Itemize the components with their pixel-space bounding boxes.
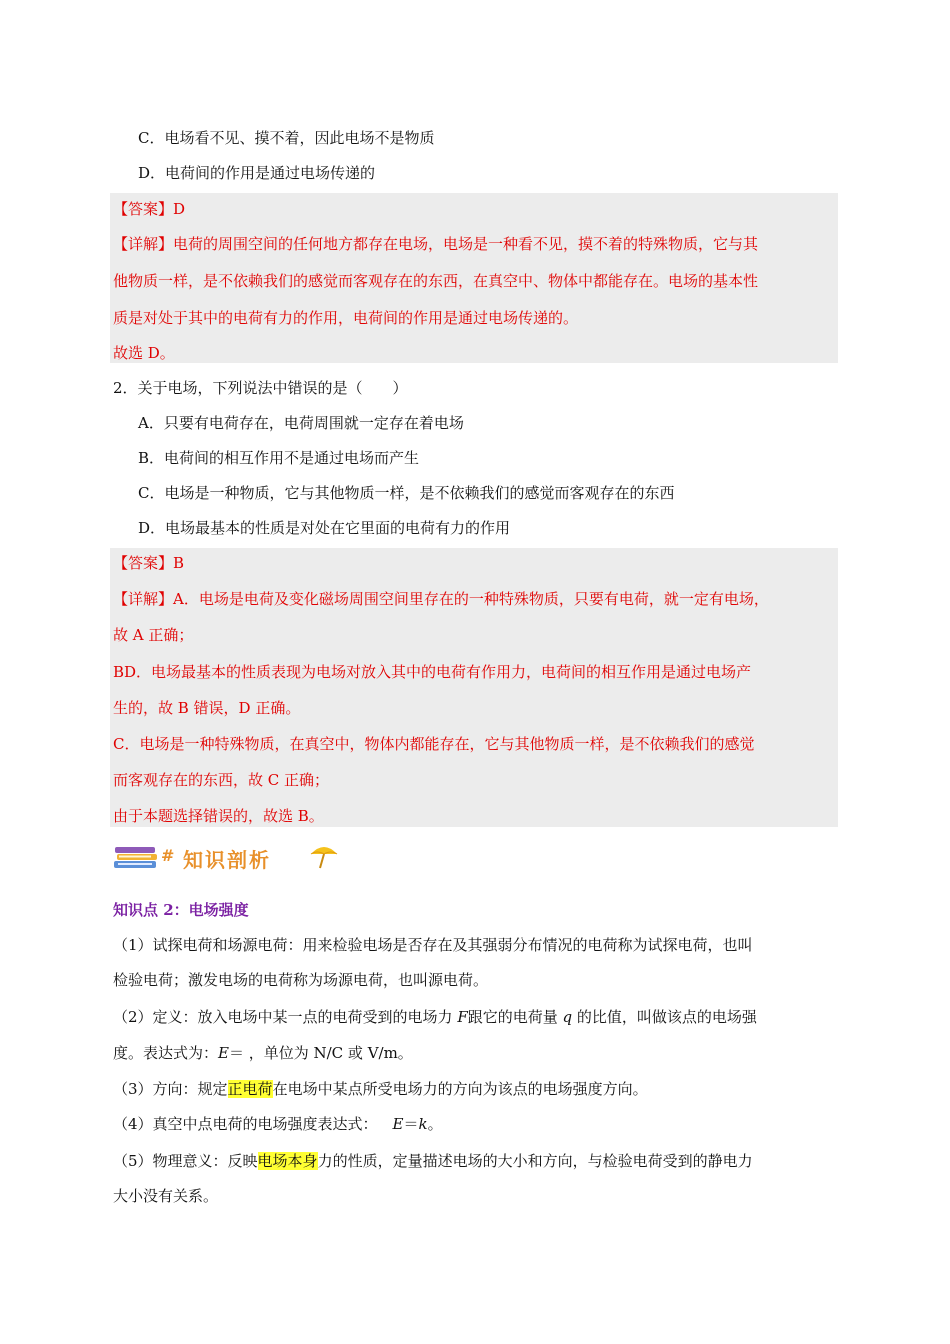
q2-detail-line-5: C．电场是一种特殊物质，在真空中，物体内都能存在，它与其他物质一样，是不依赖我们的感觉: [113, 735, 755, 753]
p3-text-a: （3）方向：规定: [113, 1080, 228, 1098]
p2-symbol-q: q: [562, 1008, 573, 1026]
q1-detail-line-3: 质是对处于其中的电荷有力的作用，电荷间的作用是通过电场传递的。: [113, 309, 579, 327]
knowledge-p5-line2: 大小没有关系。: [113, 1187, 219, 1205]
q2-detail-line-4: 生的，故 B 错误，D 正确。: [113, 699, 301, 717]
q1-detail-line-1: 【详解】电荷的周围空间的任何地方都存在电场，电场是一种看不见，摸不着的特殊物质，它与其: [113, 235, 759, 253]
knowledge-p2-line2: [113, 1043, 413, 1063]
q2-detail-line-3: BD．电场最基本的性质表现为电场对放入其中的电荷有作用力，电荷间的相互作用是通过电场产: [113, 663, 752, 681]
p5-text-a: （5）物理意义：反映: [113, 1152, 258, 1170]
p4-text-a: （4）真空中点电荷的电场强度表达式：: [113, 1115, 378, 1133]
q2-detail-line-6: 而客观存在的东西，故 C 正确；: [113, 771, 330, 789]
q2-option-a: A．只要有电荷存在，电荷周围就一定存在着电场: [138, 414, 464, 432]
p4-symbol-k: k: [418, 1115, 428, 1133]
p5-highlight: 电场本身: [257, 1152, 318, 1170]
p4-symbol-E: E: [392, 1115, 404, 1133]
p2-text-b: 跟它的电荷量: [467, 1008, 563, 1026]
q2-option-b: B．电荷间的相互作用不是通过电场而产生: [138, 449, 420, 467]
section-heading-text: 知识剖析: [183, 848, 271, 872]
q2-answer: 【答案】B: [113, 554, 185, 572]
p2-symbol-F: F: [457, 1008, 468, 1026]
knowledge-p3: [113, 1079, 648, 1099]
q1-detail-line-2: 他物质一样，是不依赖我们的感觉而客观存在的东西，在真空中、物体中都能存在。电场的基本性: [113, 272, 759, 290]
q2-option-d: D．电场最基本的性质是对处在它里面的电荷有力的作用: [138, 519, 511, 537]
q1-detail-line-4: 故选 D。: [113, 344, 175, 362]
q2-stem: 2．关于电场，下列说法中错误的是（ ）: [113, 379, 408, 397]
q1-option-c: C．电场看不见、摸不着，因此电场不是物质: [138, 129, 435, 147]
p3-highlight: 正电荷: [227, 1080, 273, 1098]
knowledge-p5-line1: [113, 1151, 753, 1171]
p5-text-b: 力的性质，定量描述电场的大小和方向，与检验电荷受到的静电力: [317, 1152, 753, 1170]
p2-symbol-E: E: [218, 1044, 229, 1062]
p4-eq: ＝: [403, 1115, 419, 1133]
knowledge-p2-line1: [113, 1007, 757, 1027]
knowledge-p4: [113, 1114, 443, 1134]
umbrella-icon: [309, 842, 339, 870]
knowledge-p1-line1: （1）试探电荷和场源电荷：用来检验电场是否存在及其强弱分布情况的电荷称为试探电荷，也叫: [113, 936, 753, 954]
p2-text-e: ＝ ，单位为 N/C 或 V/m。: [228, 1044, 413, 1062]
knowledge-title: 知识点 2：电场强度: [113, 901, 249, 919]
section-heading: [113, 838, 343, 874]
p2-text-c: 的比值，叫做该点的电场强: [572, 1008, 757, 1026]
books-icon: [113, 844, 161, 872]
q2-detail-line-7: 由于本题选择错误的，故选 B。: [113, 807, 324, 825]
p4-end: 。: [427, 1115, 443, 1133]
q2-detail-line-2: 故 A 正确；: [113, 626, 194, 644]
q1-option-d: D．电荷间的作用是通过电场传递的: [138, 164, 376, 182]
p3-text-b: 在电场中某点所受电场力的方向为该点的电场强度方向。: [272, 1080, 648, 1098]
hash-icon: #: [161, 846, 175, 865]
p2-text-a: （2）定义：放入电场中某一点的电荷受到的电场力: [113, 1008, 458, 1026]
q2-option-c: C．电场是一种物质，它与其他物质一样，是不依赖我们的感觉而客观存在的东西: [138, 484, 675, 502]
p2-text-d: 度。表达式为：: [113, 1044, 219, 1062]
q2-detail-line-1: 【详解】A．电场是电荷及变化磁场周围空间里存在的一种特殊物质，只要有电荷，就一定有电场，: [113, 590, 769, 608]
q1-answer: 【答案】D: [113, 200, 186, 218]
knowledge-p1-line2: 检验电荷；激发电场的电荷称为场源电荷，也叫源电荷。: [113, 971, 489, 989]
